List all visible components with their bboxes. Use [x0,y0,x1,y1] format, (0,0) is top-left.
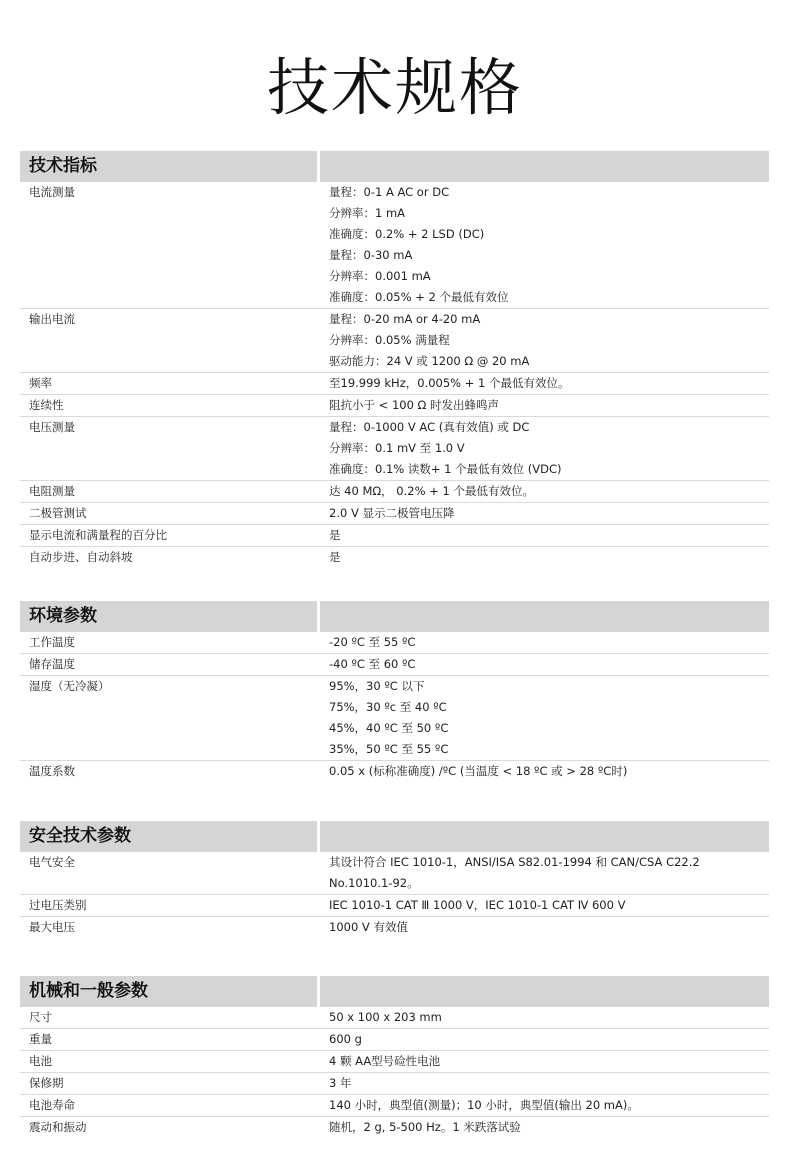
spec-value: 600 g [329,1032,362,1046]
spec-row [20,1007,769,1029]
spec-label: 尺寸 [29,1010,52,1024]
section-heading: 机械和一般参数 [29,981,148,1001]
header-value-cell [320,976,769,1007]
spec-values [320,852,769,894]
section-heading: 环境参数 [29,606,97,626]
spec-value: 量程：0-1000 V AC (真有效值) 或 DC [329,420,530,434]
spec-value: 分辨率：0.001 mA [329,269,431,283]
spec-values [320,1117,769,1138]
spec-row [20,1095,769,1117]
spec-value: 量程：0-30 mA [329,248,413,262]
spec-value: 75%，30 ºc 至 40 ºC [329,700,447,714]
spec-value: 1000 V 有效值 [329,920,408,934]
spec-value: IEC 1010-1 CAT Ⅲ 1000 V，IEC 1010-1 CAT Ⅳ 600 V [329,898,626,912]
spec-label: 电流测量 [29,185,75,199]
spec-section [20,976,769,1138]
spec-values [320,761,769,782]
spec-value: 2.0 V 显示二极管电压降 [329,506,455,520]
spec-values [320,1095,769,1116]
spec-value: 是 [329,550,341,564]
spec-values [320,373,769,394]
spec-row [20,309,769,373]
spec-label: 显示电流和满量程的百分比 [29,528,167,542]
spec-label: 最大电压 [29,920,75,934]
spec-value: 随机，2 g, 5-500 Hz。1 米跌落试验 [329,1120,521,1134]
spec-value: 分辨率：0.05% 满量程 [329,333,450,347]
spec-values [320,654,769,675]
spec-row [20,182,769,309]
spec-values [320,481,769,502]
spec-row [20,373,769,395]
spec-value: 其设计符合 IEC 1010-1，ANSI/ISA S82.01-1994 和 CAN/CSA C22.2 [329,855,700,869]
spec-value: 是 [329,528,341,542]
spec-value: No.1010.1-92。 [329,876,419,890]
section-heading: 技术指标 [29,156,97,176]
spec-label: 电池寿命 [29,1098,75,1112]
spec-values [320,547,769,568]
spec-row [20,1029,769,1051]
spec-label: 电池 [29,1054,52,1068]
spec-row [20,632,769,654]
section-rows [20,1007,769,1138]
spec-row [20,547,769,568]
spec-value: 分辨率：1 mA [329,206,406,220]
spec-value: 0.05 x (标称准确度) /ºC (当温度 < 18 ºC 或 > 28 ºC时) [329,764,628,778]
spec-row [20,917,769,938]
spec-label: 电气安全 [29,855,75,869]
spec-values [320,895,769,916]
spec-label: 二极管测试 [29,506,87,520]
spec-value: 3 年 [329,1076,352,1090]
page-title: 技术规格 [266,51,523,124]
spec-values [320,632,769,653]
spec-row [20,895,769,917]
spec-value: 达 40 MΩ， 0.2% + 1 个最低有效位。 [329,484,534,498]
spec-row [20,481,769,503]
spec-value: 驱动能力：24 V 或 1200 Ω @ 20 mA [329,354,530,368]
spec-section [20,601,769,782]
spec-values [320,182,769,308]
section-rows [20,852,769,938]
spec-values [320,1007,769,1028]
spec-row [20,676,769,761]
header-value-cell [320,151,769,182]
spec-row [20,395,769,417]
spec-row [20,1117,769,1138]
spec-section [20,151,769,568]
spec-label: 震动和振动 [29,1120,87,1134]
section-header [20,601,769,632]
spec-label: 输出电流 [29,312,75,326]
spec-value: -20 ºC 至 55 ºC [329,635,416,649]
header-value-cell [320,601,769,632]
spec-values [320,417,769,480]
spec-values [320,1073,769,1094]
spec-label: 保修期 [29,1076,64,1090]
section-header [20,151,769,182]
section-header [20,821,769,852]
spec-values [320,309,769,372]
spec-row [20,1073,769,1095]
spec-value: 至19.999 kHz，0.005% + 1 个最低有效位。 [329,376,570,390]
section-rows [20,632,769,782]
spec-label: 温度系数 [29,764,75,778]
section-header [20,976,769,1007]
spec-value: 阻抗小于 < 100 Ω 时发出蜂鸣声 [329,398,499,412]
spec-values [320,1029,769,1050]
spec-value: 量程：0-1 A AC or DC [329,185,450,199]
spec-label: 电压测量 [29,420,75,434]
spec-values [320,503,769,524]
spec-section [20,821,769,938]
section-rows [20,182,769,568]
spec-value: 准确度：0.2% + 2 LSD (DC) [329,227,485,241]
spec-label: 连续性 [29,398,64,412]
spec-value: 50 x 100 x 203 mm [329,1010,442,1024]
spec-row [20,761,769,782]
spec-label: 自动步进、自动斜坡 [29,550,133,564]
spec-value: 45%，40 ºC 至 50 ºC [329,721,449,735]
spec-row [20,503,769,525]
spec-value: 95%，30 ºC 以下 [329,679,425,693]
spec-label: 重量 [29,1032,52,1046]
spec-label: 储存温度 [29,657,75,671]
spec-values [320,676,769,760]
spec-row [20,525,769,547]
spec-values [320,525,769,546]
spec-values [320,395,769,416]
spec-value: 4 颗 AA型号硷性电池 [329,1054,441,1068]
spec-value: 140 小时，典型值(测量)；10 小时，典型值(输出 20 mA)。 [329,1098,639,1112]
spec-values [320,917,769,938]
spec-row [20,852,769,895]
spec-value: 准确度：0.05% + 2 个最低有效位 [329,290,509,304]
spec-value: 量程：0-20 mA or 4-20 mA [329,312,481,326]
spec-label: 工作温度 [29,635,75,649]
spec-row [20,1051,769,1073]
spec-value: 准确度：0.1% 读数+ 1 个最低有效位 (VDC) [329,462,562,476]
spec-label: 湿度（无冷凝） [29,679,110,693]
header-value-cell [320,821,769,852]
spec-value: -40 ºC 至 60 ºC [329,657,416,671]
spec-row [20,654,769,676]
spec-value: 35%，50 ºC 至 55 ºC [329,742,449,756]
spec-label: 电阻测量 [29,484,75,498]
spec-label: 过电压类别 [29,898,87,912]
spec-values [320,1051,769,1072]
section-heading: 安全技术参数 [29,826,131,846]
spec-value: 分辨率：0.1 mV 至 1.0 V [329,441,465,455]
spec-row [20,417,769,481]
spec-label: 频率 [29,376,52,390]
